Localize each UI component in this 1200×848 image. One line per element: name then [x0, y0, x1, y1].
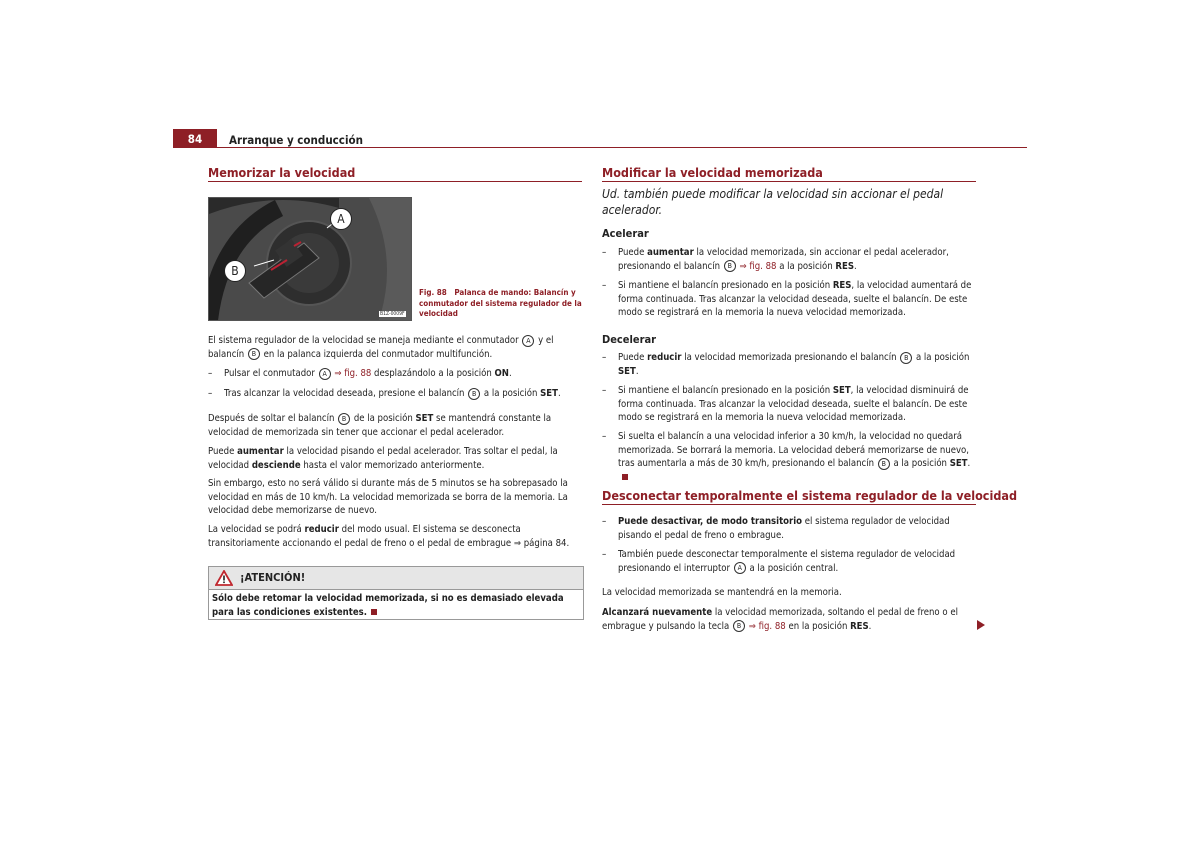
end-marker-icon — [371, 609, 377, 615]
symbol-b: B — [900, 352, 912, 364]
symbol-b: B — [468, 388, 480, 400]
paragraph-memory-kept: La velocidad memorizada se mantendrá en la memoria. — [602, 587, 842, 598]
symbol-a: A — [734, 562, 746, 574]
fig-reference-link[interactable]: ⇒ fig. 88 — [739, 260, 777, 272]
list-item: – Puede desactivar, de modo transitorio el sistema regulador de velocidad pisando el pedal de freno o embrague. — [602, 516, 950, 541]
figure-caption — [419, 288, 587, 320]
warning-triangle-icon — [215, 570, 233, 586]
list-item: – Si mantiene el balancín presionado en la posición SET, la velocidad disminuirá de forma continuada. Tras alcanzar la velocidad deseada, suelte el balancín. De este modo se registrará en la memoria la nueva velocidad memorizada. — [602, 385, 969, 424]
paragraph-intro: El sistema regulador de la velocidad se maneja mediante el conmutador A y el balancín B en la palanca izquierda del conmutador multifunción. — [208, 335, 554, 360]
callout-b: B — [224, 260, 246, 282]
fig-reference-link[interactable]: ⇒ fig. 88 — [334, 368, 372, 379]
symbol-b: B — [878, 458, 890, 470]
paragraph-increase: Puede aumentar la velocidad pisando el pedal acelerador. Tras soltar el pedal, la velocidad desciende hasta el valor memorizado anteriormente. — [208, 446, 558, 471]
header-rule — [217, 147, 1027, 148]
list-item: – Puede reducir la velocidad memorizada presionando el balancín B a la posición SET. — [602, 352, 970, 377]
warning-title: ¡ATENCIÓN! — [240, 571, 306, 584]
warning-box — [208, 566, 584, 620]
section-rule — [602, 504, 976, 505]
list-item: – Tras alcanzar la velocidad deseada, presione el balancín B a la posición SET. — [208, 388, 561, 399]
list-item: – Si mantiene el balancín presionado en la posición RES, la velocidad aumentará de forma continuada. Tras alcanzar la velocidad deseada, suelte el balancín. De este modo se registrará en la memoria la nueva velocidad memorizada. — [602, 280, 972, 319]
symbol-b: B — [733, 620, 745, 632]
paragraph-resume: Alcanzará nuevamente la velocidad memorizada, soltando el pedal de freno o el embrague y pulsando la tecla B ⇒ fig. 88 en la posición RES. — [602, 607, 958, 632]
section-rule — [208, 181, 582, 182]
subheading-decelerate: Decelerar — [602, 333, 657, 346]
continue-arrow-icon[interactable] — [977, 620, 985, 630]
paragraph-after-release: Después de soltar el balancín B de la posición SET se mantendrá constante la velocidad de memorizada sin tener que accionar el pedal acelerador. — [208, 413, 552, 438]
warning-text: Sólo debe retomar la velocidad memorizada, si no es demasiado elevada para las condiciones existentes. — [212, 593, 564, 618]
section-title-memorize: Memorizar la velocidad — [208, 165, 356, 180]
figure-caption-text: Palanca de mando: Balancín y conmutador del sistema regulador de la velocidad — [419, 288, 582, 318]
symbol-a: A — [522, 335, 534, 347]
symbol-b: B — [724, 260, 736, 272]
section-title-disconnect: Desconectar temporalmente el sistema regulador de la velocidad — [602, 488, 1018, 503]
lever-illustration — [209, 198, 411, 320]
list-item: – Puede aumentar la velocidad memorizada, sin accionar el pedal acelerador, presionando el balancín B ⇒ fig. 88 a la posición RES. — [602, 247, 949, 272]
callout-a: A — [330, 208, 352, 230]
subheading-accelerate: Acelerar — [602, 227, 649, 240]
end-marker-icon — [622, 474, 628, 480]
paragraph-reduce: La velocidad se podrá reducir del modo usual. El sistema se desconecta transitoriamente accionando el pedal de freno o el pedal de embrague ⇒ página 84. — [208, 524, 570, 549]
fig-reference-link[interactable]: ⇒ fig. 88 — [748, 620, 786, 632]
section-rule — [602, 181, 976, 182]
section-title-modify: Modificar la velocidad memorizada — [602, 165, 823, 180]
list-item: – Pulsar el conmutador A ⇒ fig. 88 desplazándolo a la posición ON. — [208, 368, 512, 379]
figure-code: B1Z-0009F — [380, 311, 405, 317]
symbol-b: B — [248, 348, 260, 360]
page-number: 84 — [187, 132, 203, 146]
warning-header — [209, 567, 583, 590]
symbol-b: B — [338, 413, 350, 425]
list-item: – Si suelta el balancín a una velocidad inferior a 30 km/h, la velocidad no quedará memorizada. Se borrará la memoria. La velocidad deberá memorizarse de nuevo, tras aumentarla a más de 30 km/h, presionando el balancín B a la posición SET. — [602, 430, 978, 472]
chapter-title: Arranque y conducción — [229, 133, 363, 147]
paragraph-exception: Sin embargo, esto no será válido si durante más de 5 minutos se ha sobrepasado la velocidad en más de 10 km/h. La velocidad memorizada se borra de la memoria. La velocidad debe memorizarse de nuevo. — [208, 478, 568, 517]
list-item: – También puede desconectar temporalmente el sistema regulador de velocidad presionando el interruptor A a la posición central. — [602, 549, 956, 574]
lead-text: Ud. también puede modificar la velocidad sin accionar el pedal acelerador. — [602, 187, 944, 217]
figure-number: Fig. 88 — [419, 288, 447, 297]
symbol-a: A — [319, 368, 331, 380]
figure-cruise-control-lever — [208, 197, 412, 321]
